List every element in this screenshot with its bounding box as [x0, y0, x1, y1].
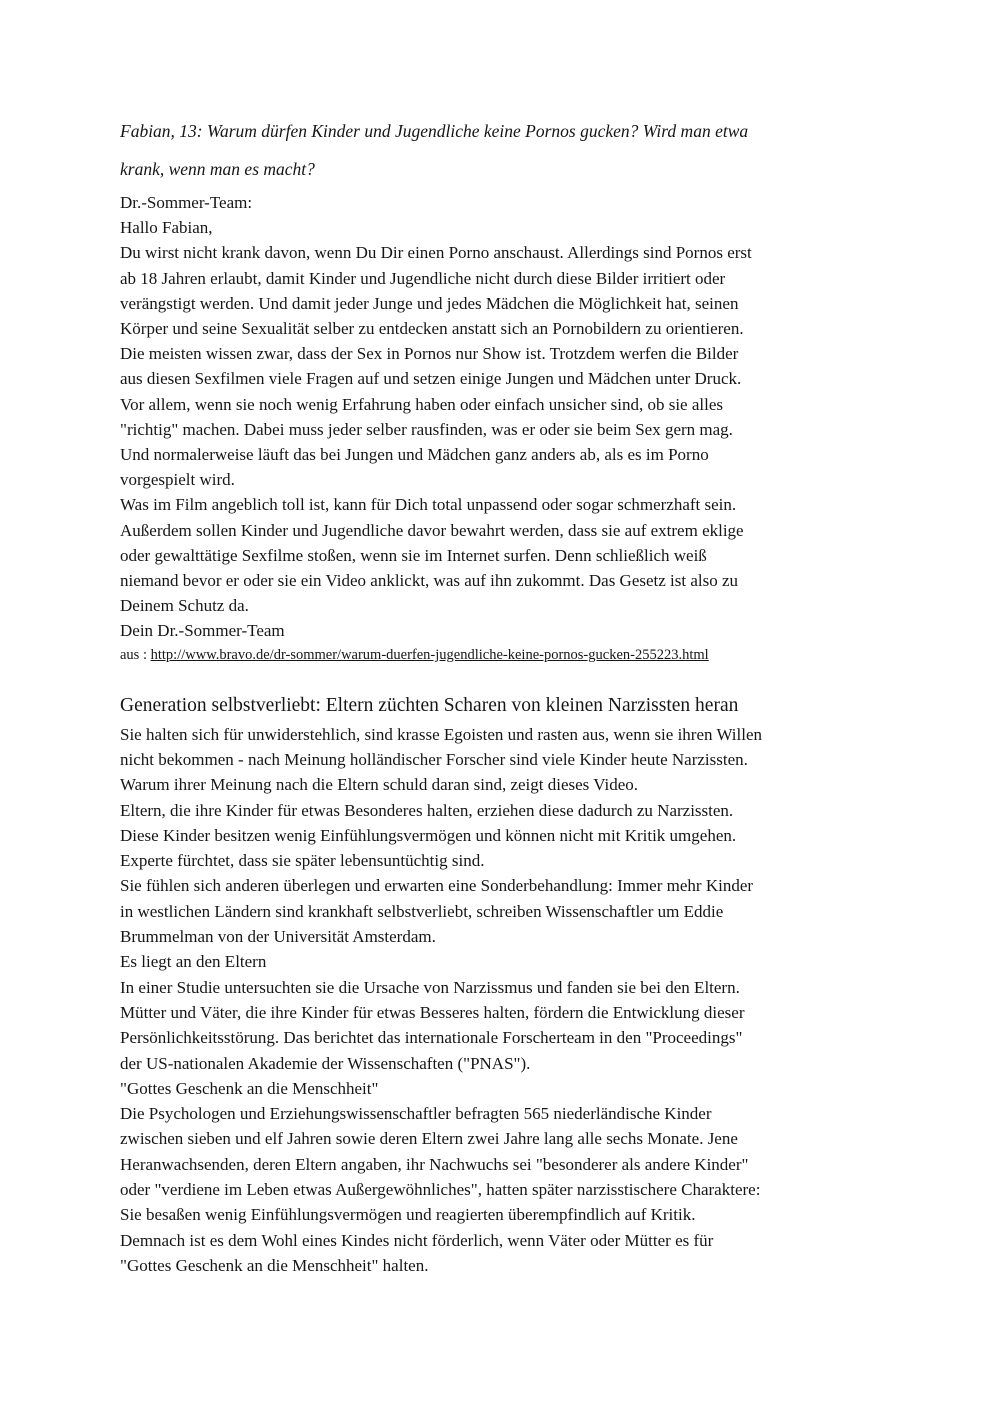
text-line: niemand bevor er oder sie ein Video anklickt, was auf ihn zukommt. Das Gesetz ist also zu [120, 571, 739, 591]
text-line: Es liegt an den Eltern [120, 952, 267, 972]
text-line: Eltern, die ihre Kinder für etwas Besonderes halten, erziehen diese dadurch zu Narzissten. [120, 800, 734, 820]
dr-sommer-answer [120, 190, 900, 644]
text-line: aus diesen Sexfilmen viele Fragen auf und setzen einige Jungen und Mädchen unter Druck. [120, 369, 742, 389]
text-line: oder "verdiene im Leben etwas Außergewöhnliches", hatten später narzisstischere Charaktere: [120, 1180, 761, 1199]
text-line: Deinem Schutz da. [120, 596, 249, 616]
article-body [120, 722, 900, 1279]
text-line: ab 18 Jahren erlaubt, damit Kinder und Jugendliche nicht durch diese Bilder irritiert oder [120, 268, 726, 288]
article-heading: Generation selbstverliebt: Eltern züchten Scharen von kleinen Narzissten heran [120, 694, 739, 716]
text-line: Dr.-Sommer-Team: [120, 193, 253, 212]
text-line: Experte fürchtet, dass sie später lebensuntüchtig sind. [120, 851, 485, 871]
text-line: Vor allem, wenn sie noch wenig Erfahrung haben oder einfach unsicher sind, ob sie alles [120, 394, 724, 414]
text-line: in westlichen Ländern sind krankhaft selbstverliebt, schreiben Wissenschaftler um Eddie [120, 901, 724, 921]
source-prefix: aus : [120, 646, 151, 663]
text-line: Und normalerweise läuft das bei Jungen und Mädchen ganz anders ab, als es im Porno [120, 445, 709, 465]
text-line: Die meisten wissen zwar, dass der Sex in Pornos nur Show ist. Trotzdem werfen die Bilder [120, 344, 739, 364]
text-line: zwischen sieben und elf Jahren sowie deren Eltern zwei Jahre lang alle sechs Monate. Jene [120, 1129, 738, 1149]
text-line: Was im Film angeblich toll ist, kann für Dich total unpassend oder sogar schmerzhaft sein. [120, 495, 737, 515]
text-line: Sie fühlen sich anderen überlegen und erwarten eine Sonderbehandlung: Immer mehr Kinder [120, 876, 754, 896]
source-url-link[interactable]: http://www.bravo.de/dr-sommer/warum-duerfen-jugendliche-keine-pornos-gucken-255223.html [150, 646, 709, 663]
text-line: krank, wenn man es macht? [120, 159, 315, 179]
text-line: der US-nationalen Akademie der Wissenschaften ("PNAS"). [120, 1053, 531, 1073]
text-line: oder gewalttätige Sexfilme stoßen, wenn sie im Internet surfen. Denn schließlich weiß [120, 545, 707, 565]
text-line: Hallo Fabian, [120, 218, 213, 238]
text-line: Persönlichkeitsstörung. Das berichtet das internationale Forscherteam in den "Proceedings" [120, 1028, 743, 1048]
text-line: In einer Studie untersuchten sie die Ursache von Narzissmus und fanden sie bei den Eltern. [120, 977, 740, 997]
source-line [120, 644, 900, 666]
text-line: Warum ihrer Meinung nach die Eltern schuld daran sind, zeigt dieses Video. [120, 775, 639, 795]
text-line: verängstigt werden. Und damit jeder Junge und jedes Mädchen die Möglichkeit hat, seinen [120, 293, 739, 313]
text-line: "Gottes Geschenk an die Menschheit" halten. [120, 1255, 429, 1275]
reader-question [120, 112, 900, 188]
text-line: "richtig" machen. Dabei muss jeder selber rausfinden, was er oder sie beim Sex gern mag. [120, 419, 733, 439]
text-line: vorgespielt wird. [120, 470, 235, 490]
text-line: Du wirst nicht krank davon, wenn Du Dir einen Porno anschaust. Allerdings sind Pornos erst [120, 243, 752, 263]
text-line: Diese Kinder besitzen wenig Einfühlungsvermögen und können nicht mit Kritik umgehen. [120, 825, 737, 845]
text-line: Außerdem sollen Kinder und Jugendliche davor bewahrt werden, dass sie auf extrem eklige [120, 520, 744, 540]
text-line: nicht bekommen - nach Meinung holländischer Forscher sind viele Kinder heute Narzissten. [120, 749, 748, 769]
text-line: Brummelman von der Universität Amsterdam. [120, 927, 436, 947]
text-line: Sie besaßen wenig Einfühlungsvermögen und reagierten überempfindlich auf Kritik. [120, 1205, 696, 1225]
text-line: Heranwachsenden, deren Eltern angaben, ihr Nachwuchs sei "besonderer als andere Kinder" [120, 1154, 749, 1174]
text-line: Demnach ist es dem Wohl eines Kindes nicht förderlich, wenn Väter oder Mütter es für [120, 1230, 714, 1250]
text-line: Dein Dr.-Sommer-Team [120, 621, 285, 641]
text-line: Fabian, 13: Warum dürfen Kinder und Jugendliche keine Pornos gucken? Wird man etwa [120, 121, 749, 141]
text-line: Körper und seine Sexualität selber zu entdecken anstatt sich an Pornobildern zu orientieren. [120, 319, 744, 339]
text-line: "Gottes Geschenk an die Menschheit" [120, 1078, 379, 1098]
text-line: Die Psychologen und Erziehungswissenschaftler befragten 565 niederländische Kinder [120, 1104, 712, 1124]
text-line: Mütter und Väter, die ihre Kinder für etwas Besseres halten, fördern die Entwicklung dieser [120, 1002, 745, 1022]
text-line: Sie halten sich für unwiderstehlich, sind krasse Egoisten und rasten aus, wenn sie ihren Willen [120, 724, 763, 744]
